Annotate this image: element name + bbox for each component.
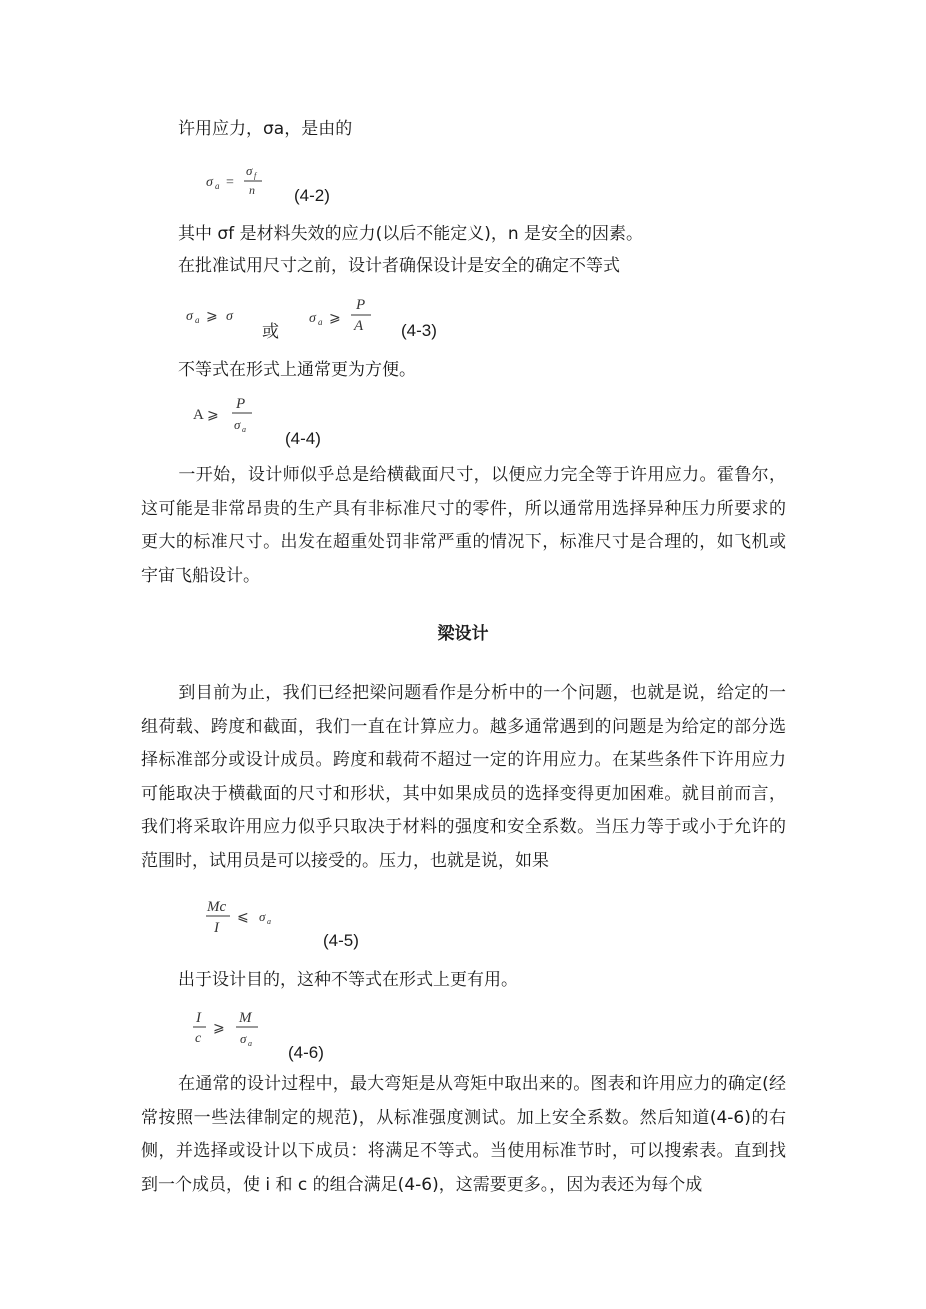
svg-text:=: = — [226, 175, 234, 190]
svg-text:a: a — [248, 1039, 252, 1048]
svg-text:a: a — [267, 917, 271, 926]
svg-text:⩾: ⩾ — [206, 308, 218, 324]
svg-text:⩾: ⩾ — [207, 407, 219, 423]
equation-number-4-3: (4-3) — [401, 321, 437, 340]
text-line-convenient-form: 不等式在形式上通常更为方便。 — [178, 360, 416, 380]
svg-text:σ: σ — [259, 909, 266, 924]
equation-number-4-6: (4-6) — [288, 1043, 324, 1062]
svg-text:I: I — [214, 920, 219, 936]
svg-text:a: a — [318, 317, 323, 327]
connector-or: 或 — [262, 322, 279, 342]
svg-text:I: I — [196, 1010, 201, 1026]
paragraph-cross-section-text: 一开始，设计师似乎总是给横截面尺寸，以便应力完全等于许用应力。霍鲁尔，这可能是非常昂贵的生产具有非标准尺寸的零件，所以通常用选择异种压力所要求的更大的标准尺寸。出发在超重处罚非常严重的情况下，标准尺寸是合理的，如飞机或宇宙飞船设计。 — [141, 465, 786, 586]
svg-text:P: P — [236, 396, 246, 412]
text-line-design-check: 在批准试用尺寸之前，设计者确保设计是安全的确定不等式 — [178, 256, 620, 276]
svg-text:a: a — [242, 425, 246, 434]
svg-text:σ: σ — [240, 1031, 247, 1046]
paragraph-design-process-text: 在通常的设计过程中，最大弯矩是从弯矩中取出来的。图表和许用应力的确定(经常按照一些法律制定的规范)，从标准强度测试。加上安全系数。然后知道(4-6)的右侧，并选择或设计以下成员：将满足不等式。当使用标准节时，可以搜索表。直到找到一个成员，使 i 和 c 的组合满足(4-6)，这需要更多。，因为表还为每个成 — [141, 1074, 786, 1195]
svg-text:⩾: ⩾ — [213, 1020, 225, 1036]
equation-number-4-2: (4-2) — [294, 186, 330, 205]
svg-text:⩽: ⩽ — [237, 909, 249, 925]
svg-text:⩾: ⩾ — [329, 310, 341, 326]
svg-text:A: A — [354, 318, 364, 334]
svg-text:M: M — [239, 1010, 252, 1026]
equation-4-6 — [190, 1005, 270, 1049]
svg-text:Mc: Mc — [207, 899, 227, 915]
svg-text:σ: σ — [206, 175, 213, 190]
svg-text:f: f — [254, 171, 257, 180]
text-line-failure-stress: 其中 σf 是材料失效的应力(以后不能定义)，n 是安全的因素。 — [178, 224, 644, 244]
equation-4-3-left — [184, 300, 254, 330]
svg-text:σ: σ — [226, 309, 233, 324]
svg-text:P: P — [356, 297, 366, 313]
svg-text:a: a — [215, 181, 220, 191]
equation-4-3-right — [307, 292, 387, 336]
svg-text:A: A — [193, 407, 204, 423]
svg-text:σ: σ — [246, 163, 253, 178]
equation-4-5 — [204, 894, 284, 938]
svg-text:n: n — [249, 183, 255, 197]
svg-text:a: a — [195, 315, 200, 325]
svg-text:c: c — [195, 1031, 202, 1046]
svg-text:σ: σ — [309, 311, 316, 326]
paragraph-design-process — [141, 1068, 786, 1202]
paragraph-beam-problem-text: 到目前为止，我们已经把梁问题看作是分析中的一个问题，也就是说，给定的一组荷载、跨度和截面，我们一直在计算应力。越多通常遇到的问题是为给定的部分选择标准部分或设计成员。跨度和载荷不超过一定的许用应力。在某些条件下许用应力可能取决于横截面的尺寸和形状，其中如果成员的选择变得更加困难。就目前而言，我们将采取许用应力似乎只取决于材料的强度和安全系数。当压力等于或小于允许的范围时，试用员是可以接受的。压力，也就是说，如果 — [141, 683, 786, 871]
paragraph-beam-problem — [141, 677, 786, 878]
text-line-allowable-stress: 许用应力，σa，是由的 — [178, 119, 353, 139]
equation-number-4-4: (4-4) — [285, 429, 321, 448]
svg-text:σ: σ — [186, 309, 193, 324]
section-heading-beam-design: 梁设计 — [437, 624, 489, 644]
svg-text:σ: σ — [234, 417, 241, 432]
paragraph-cross-section — [141, 459, 786, 593]
equation-number-4-5: (4-5) — [323, 931, 359, 950]
text-line-design-purpose: 出于设计目的，这种不等式在形式上更有用。 — [178, 970, 518, 990]
equation-4-4 — [190, 394, 260, 438]
equation-4-2 — [204, 160, 274, 200]
